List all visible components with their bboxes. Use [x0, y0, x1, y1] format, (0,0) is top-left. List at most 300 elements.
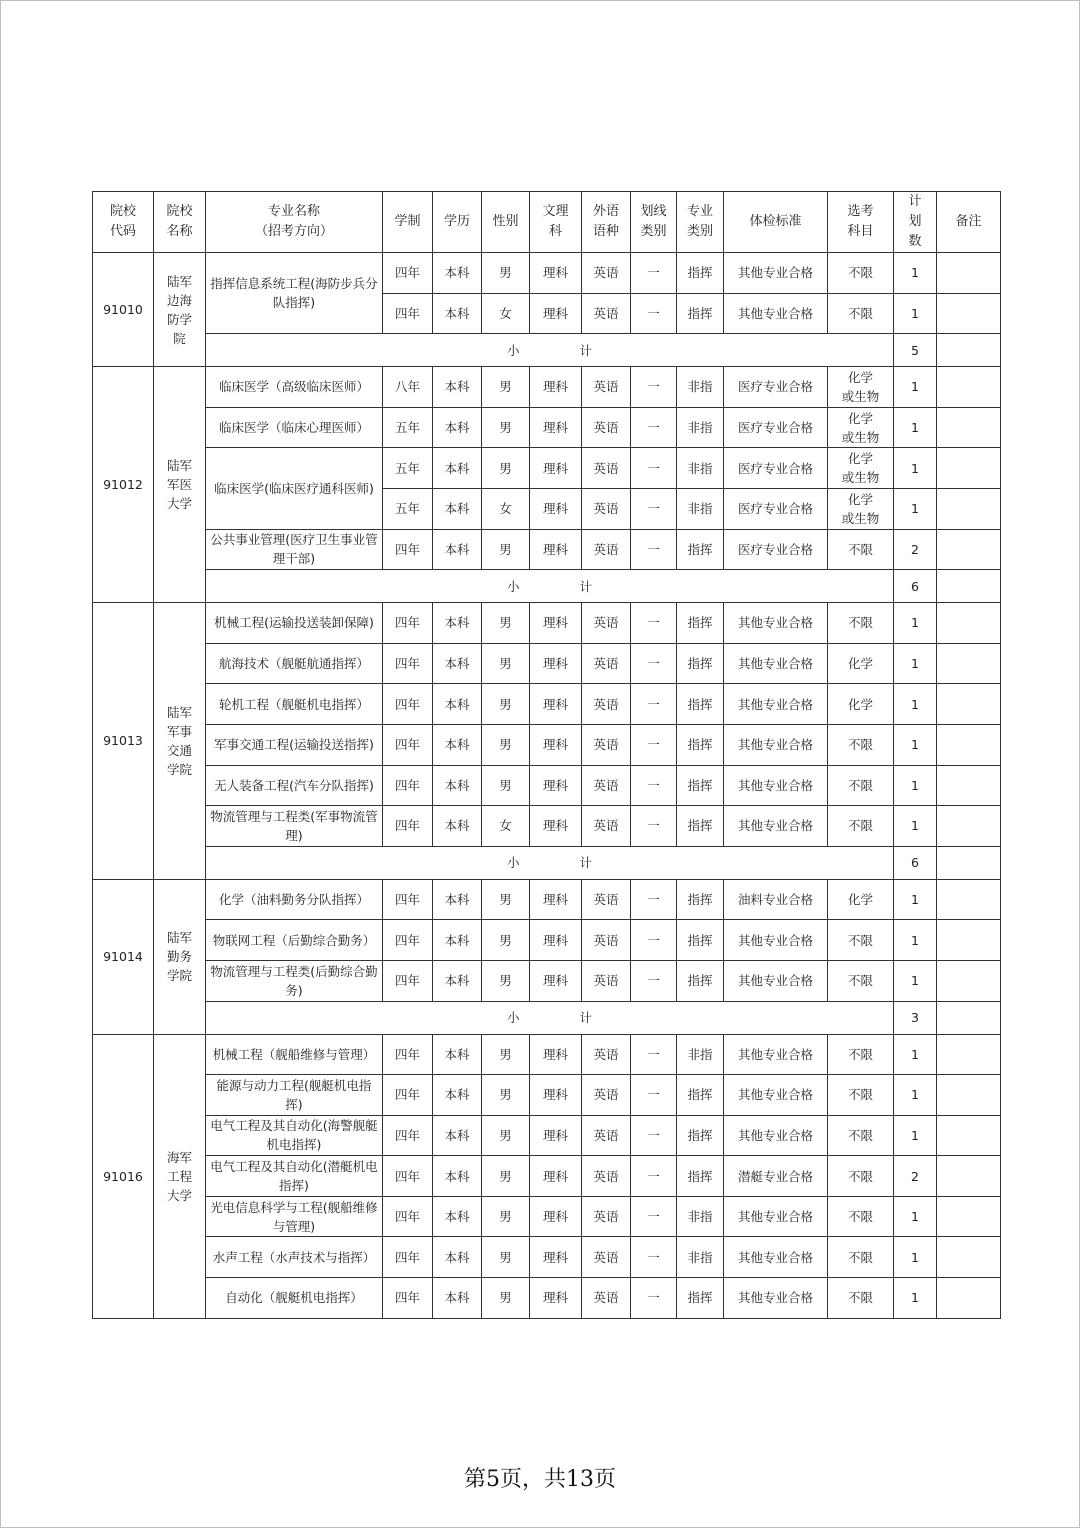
cell-degree: 本科	[433, 407, 482, 448]
cell-plan: 1	[894, 879, 937, 920]
cell-physical: 其他专业合格	[724, 293, 828, 334]
table-row	[93, 1196, 1001, 1237]
header-category: 专业 类别	[677, 192, 724, 253]
major-name: 物流管理与工程类(后勤综合勤务)	[206, 960, 383, 1001]
cell-track: 理科	[530, 724, 582, 765]
cell-gender: 男	[482, 1034, 530, 1075]
cell-language: 英语	[582, 529, 631, 570]
cell-cutoff: 一	[631, 724, 677, 765]
cell-years: 四年	[383, 529, 433, 570]
cell-gender: 男	[482, 765, 530, 806]
cell-gender: 男	[482, 643, 530, 684]
cell-plan: 2	[894, 529, 937, 570]
cell-elective: 不限	[828, 1278, 894, 1319]
cell-elective: 不限	[828, 529, 894, 570]
cell-plan: 1	[894, 1237, 937, 1278]
cell-category: 非指	[677, 488, 724, 529]
school-name: 海军 工程 大学	[154, 1034, 206, 1318]
subtotal-row	[93, 846, 1001, 879]
subtotal-row	[93, 570, 1001, 603]
cell-language: 英语	[582, 293, 631, 334]
header-plan: 计 划 数	[894, 192, 937, 253]
cell-elective: 不限	[828, 724, 894, 765]
table-row	[93, 920, 1001, 961]
major-name: 航海技术（舰艇航通指挥）	[206, 643, 383, 684]
cell-category: 指挥	[677, 806, 724, 847]
cell-remark	[937, 879, 1001, 920]
cell-degree: 本科	[433, 643, 482, 684]
cell-language: 英语	[582, 1075, 631, 1116]
subtotal-label-b: 计	[579, 855, 593, 871]
table-row	[93, 765, 1001, 806]
school-code: 91016	[93, 1034, 154, 1318]
cell-plan: 1	[894, 1115, 937, 1156]
cell-gender: 女	[482, 806, 530, 847]
cell-degree: 本科	[433, 448, 482, 489]
header-track: 文理 科	[530, 192, 582, 253]
cell-language: 英语	[582, 765, 631, 806]
header-years: 学制	[383, 192, 433, 253]
cell-physical: 其他专业合格	[724, 684, 828, 725]
cell-years: 八年	[383, 367, 433, 408]
major-name: 公共事业管理(医疗卫生事业管理干部)	[206, 529, 383, 570]
cell-years: 四年	[383, 1156, 433, 1197]
cell-physical: 其他专业合格	[724, 603, 828, 644]
cell-category: 指挥	[677, 293, 724, 334]
subtotal-label-b: 计	[579, 342, 593, 358]
header-school: 院校 名称	[154, 192, 206, 253]
cell-track: 理科	[530, 367, 582, 408]
cell-plan: 2	[894, 1156, 937, 1197]
cell-cutoff: 一	[631, 253, 677, 294]
table-row	[93, 603, 1001, 644]
cell-language: 英语	[582, 1196, 631, 1237]
cell-elective: 不限	[828, 1034, 894, 1075]
cell-years: 四年	[383, 960, 433, 1001]
major-name: 机械工程(运输投送装卸保障)	[206, 603, 383, 644]
cell-track: 理科	[530, 293, 582, 334]
subtotal-label-a: 小	[506, 578, 520, 594]
cell-elective: 不限	[828, 1115, 894, 1156]
cell-track: 理科	[530, 1115, 582, 1156]
header-major: 专业名称 （招考方向）	[206, 192, 383, 253]
cell-elective: 化学 或生物	[828, 407, 894, 448]
cell-degree: 本科	[433, 1075, 482, 1116]
cell-cutoff: 一	[631, 407, 677, 448]
school-name: 陆军 军事 交通 学院	[154, 603, 206, 880]
cell-degree: 本科	[433, 1115, 482, 1156]
cell-physical: 其他专业合格	[724, 765, 828, 806]
cell-years: 四年	[383, 603, 433, 644]
cell-years: 四年	[383, 724, 433, 765]
cell-language: 英语	[582, 1156, 631, 1197]
cell-remark	[937, 570, 1001, 603]
table-row	[93, 367, 1001, 408]
cell-plan: 1	[894, 960, 937, 1001]
subtotal-label	[206, 570, 894, 603]
major-name: 军事交通工程(运输投送指挥)	[206, 724, 383, 765]
subtotal-value: 3	[894, 1001, 937, 1034]
cell-years: 四年	[383, 643, 433, 684]
cell-track: 理科	[530, 806, 582, 847]
table-row	[93, 448, 1001, 489]
cell-physical: 其他专业合格	[724, 920, 828, 961]
cell-remark	[937, 603, 1001, 644]
major-name: 无人装备工程(汽车分队指挥)	[206, 765, 383, 806]
cell-elective: 化学	[828, 684, 894, 725]
cell-track: 理科	[530, 1156, 582, 1197]
cell-remark	[937, 334, 1001, 367]
cell-track: 理科	[530, 529, 582, 570]
cell-physical: 其他专业合格	[724, 1237, 828, 1278]
cell-category: 指挥	[677, 879, 724, 920]
subtotal-label	[206, 846, 894, 879]
cell-physical: 医疗专业合格	[724, 407, 828, 448]
cell-remark	[937, 1278, 1001, 1319]
cell-remark	[937, 846, 1001, 879]
cell-gender: 女	[482, 488, 530, 529]
cell-cutoff: 一	[631, 684, 677, 725]
cell-cutoff: 一	[631, 1075, 677, 1116]
cell-gender: 男	[482, 603, 530, 644]
cell-cutoff: 一	[631, 488, 677, 529]
cell-physical: 其他专业合格	[724, 643, 828, 684]
cell-gender: 女	[482, 293, 530, 334]
cell-plan: 1	[894, 1075, 937, 1116]
cell-years: 四年	[383, 1034, 433, 1075]
table-row	[93, 253, 1001, 294]
header-row	[93, 192, 1001, 253]
cell-gender: 男	[482, 448, 530, 489]
cell-track: 理科	[530, 488, 582, 529]
cell-years: 五年	[383, 448, 433, 489]
major-name: 临床医学(临床医疗通科医师)	[206, 448, 383, 529]
cell-gender: 男	[482, 1075, 530, 1116]
cell-track: 理科	[530, 603, 582, 644]
table-row	[93, 684, 1001, 725]
header-remark: 备注	[937, 192, 1001, 253]
header-code: 院校 代码	[93, 192, 154, 253]
cell-language: 英语	[582, 879, 631, 920]
major-name: 光电信息科学与工程(舰船维修与管理)	[206, 1196, 383, 1237]
cell-degree: 本科	[433, 367, 482, 408]
cell-cutoff: 一	[631, 643, 677, 684]
cell-years: 四年	[383, 293, 433, 334]
cell-gender: 男	[482, 1196, 530, 1237]
cell-gender: 男	[482, 920, 530, 961]
cell-degree: 本科	[433, 879, 482, 920]
subtotal-label-b: 计	[579, 1010, 593, 1025]
cell-degree: 本科	[433, 724, 482, 765]
table-row	[93, 806, 1001, 847]
cell-language: 英语	[582, 724, 631, 765]
cell-cutoff: 一	[631, 1278, 677, 1319]
cell-physical: 医疗专业合格	[724, 488, 828, 529]
school-code: 91010	[93, 253, 154, 367]
cell-years: 四年	[383, 879, 433, 920]
cell-remark	[937, 367, 1001, 408]
cell-plan: 1	[894, 367, 937, 408]
cell-remark	[937, 293, 1001, 334]
cell-elective: 不限	[828, 603, 894, 644]
cell-category: 指挥	[677, 960, 724, 1001]
cell-physical: 其他专业合格	[724, 253, 828, 294]
cell-elective: 不限	[828, 293, 894, 334]
cell-plan: 1	[894, 253, 937, 294]
cell-remark	[937, 1196, 1001, 1237]
cell-years: 五年	[383, 407, 433, 448]
cell-track: 理科	[530, 920, 582, 961]
cell-plan: 1	[894, 1034, 937, 1075]
cell-remark	[937, 1034, 1001, 1075]
cell-category: 非指	[677, 1237, 724, 1278]
cell-category: 指挥	[677, 1115, 724, 1156]
cell-remark	[937, 488, 1001, 529]
cell-cutoff: 一	[631, 367, 677, 408]
cell-elective: 化学 或生物	[828, 488, 894, 529]
table-row	[93, 1115, 1001, 1156]
cell-category: 指挥	[677, 1075, 724, 1116]
cell-years: 四年	[383, 806, 433, 847]
cell-plan: 1	[894, 920, 937, 961]
header-physical: 体检标准	[724, 192, 828, 253]
school-code: 91014	[93, 879, 154, 1034]
cell-language: 英语	[582, 960, 631, 1001]
cell-plan: 1	[894, 684, 937, 725]
cell-category: 指挥	[677, 765, 724, 806]
cell-physical: 医疗专业合格	[724, 367, 828, 408]
cell-language: 英语	[582, 806, 631, 847]
cell-remark	[937, 960, 1001, 1001]
cell-physical: 油料专业合格	[724, 879, 828, 920]
cell-elective: 化学	[828, 879, 894, 920]
cell-remark	[937, 806, 1001, 847]
cell-degree: 本科	[433, 1196, 482, 1237]
cell-gender: 男	[482, 879, 530, 920]
subtotal-value: 6	[894, 570, 937, 603]
subtotal-value: 6	[894, 846, 937, 879]
cell-degree: 本科	[433, 1156, 482, 1197]
cell-physical: 其他专业合格	[724, 1278, 828, 1319]
cell-track: 理科	[530, 960, 582, 1001]
school-name: 陆军 勤务 学院	[154, 879, 206, 1034]
header-degree: 学历	[433, 192, 482, 253]
subtotal-label-a: 小	[506, 855, 520, 871]
major-name: 轮机工程（舰艇机电指挥）	[206, 684, 383, 725]
major-name: 电气工程及其自动化(潜艇机电指挥)	[206, 1156, 383, 1197]
cell-track: 理科	[530, 1278, 582, 1319]
cell-track: 理科	[530, 1075, 582, 1116]
table-row	[93, 1075, 1001, 1116]
cell-plan: 1	[894, 765, 937, 806]
cell-elective: 不限	[828, 1156, 894, 1197]
cell-degree: 本科	[433, 765, 482, 806]
cell-degree: 本科	[433, 960, 482, 1001]
table-row	[93, 407, 1001, 448]
table-row	[93, 1237, 1001, 1278]
cell-language: 英语	[582, 1237, 631, 1278]
cell-track: 理科	[530, 765, 582, 806]
school-name: 陆军 军医 大学	[154, 367, 206, 603]
cell-language: 英语	[582, 643, 631, 684]
cell-gender: 男	[482, 960, 530, 1001]
cell-elective: 不限	[828, 920, 894, 961]
table-row	[93, 643, 1001, 684]
cell-track: 理科	[530, 684, 582, 725]
cell-language: 英语	[582, 488, 631, 529]
cell-gender: 男	[482, 724, 530, 765]
header-cutoff: 划线 类别	[631, 192, 677, 253]
cell-plan: 1	[894, 448, 937, 489]
cell-plan: 1	[894, 724, 937, 765]
cell-track: 理科	[530, 448, 582, 489]
cell-gender: 男	[482, 1156, 530, 1197]
cell-remark	[937, 1001, 1001, 1034]
table-row	[93, 1034, 1001, 1075]
cell-physical: 医疗专业合格	[724, 529, 828, 570]
cell-years: 四年	[383, 1237, 433, 1278]
cell-remark	[937, 684, 1001, 725]
cell-degree: 本科	[433, 684, 482, 725]
cell-physical: 其他专业合格	[724, 1196, 828, 1237]
major-name: 能源与动力工程(舰艇机电指挥)	[206, 1075, 383, 1116]
major-name: 物联网工程（后勤综合勤务）	[206, 920, 383, 961]
cell-remark	[937, 1156, 1001, 1197]
cell-elective: 化学	[828, 643, 894, 684]
cell-cutoff: 一	[631, 1034, 677, 1075]
cell-degree: 本科	[433, 253, 482, 294]
cell-years: 四年	[383, 253, 433, 294]
cell-cutoff: 一	[631, 765, 677, 806]
table-row	[93, 960, 1001, 1001]
cell-category: 非指	[677, 367, 724, 408]
cell-years: 四年	[383, 765, 433, 806]
cell-category: 指挥	[677, 724, 724, 765]
cell-track: 理科	[530, 879, 582, 920]
cell-elective: 不限	[828, 1237, 894, 1278]
cell-language: 英语	[582, 367, 631, 408]
table-body	[93, 253, 1001, 1319]
cell-years: 四年	[383, 1196, 433, 1237]
cell-track: 理科	[530, 407, 582, 448]
cell-category: 指挥	[677, 684, 724, 725]
page-footer: 第5页，共13页	[464, 1467, 616, 1492]
subtotal-label-a: 小	[506, 1010, 520, 1025]
cell-gender: 男	[482, 684, 530, 725]
cell-plan: 1	[894, 293, 937, 334]
cell-remark	[937, 448, 1001, 489]
cell-remark	[937, 724, 1001, 765]
subtotal-value: 5	[894, 334, 937, 367]
cell-degree: 本科	[433, 1237, 482, 1278]
major-name: 水声工程（水声技术与指挥）	[206, 1237, 383, 1278]
cell-remark	[937, 529, 1001, 570]
major-name: 化学（油料勤务分队指挥）	[206, 879, 383, 920]
cell-category: 指挥	[677, 253, 724, 294]
cell-gender: 男	[482, 407, 530, 448]
cell-language: 英语	[582, 407, 631, 448]
cell-track: 理科	[530, 643, 582, 684]
subtotal-label	[206, 334, 894, 367]
cell-remark	[937, 1075, 1001, 1116]
subtotal-row	[93, 334, 1001, 367]
major-name: 临床医学（临床心理医师）	[206, 407, 383, 448]
cell-category: 指挥	[677, 1278, 724, 1319]
cell-gender: 男	[482, 1237, 530, 1278]
cell-plan: 1	[894, 806, 937, 847]
cell-category: 指挥	[677, 529, 724, 570]
school-name: 陆军 边海 防学 院	[154, 253, 206, 367]
cell-plan: 1	[894, 1196, 937, 1237]
cell-cutoff: 一	[631, 1237, 677, 1278]
cell-category: 非指	[677, 407, 724, 448]
cell-plan: 1	[894, 488, 937, 529]
cell-cutoff: 一	[631, 603, 677, 644]
major-name: 临床医学（高级临床医师）	[206, 367, 383, 408]
school-code: 91012	[93, 367, 154, 603]
cell-track: 理科	[530, 253, 582, 294]
cell-physical: 其他专业合格	[724, 724, 828, 765]
table-row	[93, 879, 1001, 920]
cell-physical: 医疗专业合格	[724, 448, 828, 489]
cell-category: 指挥	[677, 603, 724, 644]
cell-physical: 其他专业合格	[724, 1115, 828, 1156]
cell-elective: 化学 或生物	[828, 367, 894, 408]
major-name: 电气工程及其自动化(海警舰艇机电指挥)	[206, 1115, 383, 1156]
cell-cutoff: 一	[631, 1115, 677, 1156]
cell-cutoff: 一	[631, 529, 677, 570]
cell-cutoff: 一	[631, 1196, 677, 1237]
major-name: 物流管理与工程类(军事物流管理)	[206, 806, 383, 847]
cell-plan: 1	[894, 603, 937, 644]
cell-elective: 不限	[828, 253, 894, 294]
cell-remark	[937, 1115, 1001, 1156]
cell-category: 指挥	[677, 920, 724, 961]
cell-gender: 男	[482, 529, 530, 570]
cell-elective: 不限	[828, 960, 894, 1001]
subtotal-label-a: 小	[506, 342, 520, 358]
cell-cutoff: 一	[631, 806, 677, 847]
cell-category: 非指	[677, 1196, 724, 1237]
cell-cutoff: 一	[631, 960, 677, 1001]
cell-track: 理科	[530, 1196, 582, 1237]
cell-gender: 男	[482, 1278, 530, 1319]
cell-years: 四年	[383, 1115, 433, 1156]
cell-cutoff: 一	[631, 879, 677, 920]
cell-degree: 本科	[433, 529, 482, 570]
table-row	[93, 529, 1001, 570]
cell-category: 指挥	[677, 643, 724, 684]
cell-track: 理科	[530, 1237, 582, 1278]
cell-category: 非指	[677, 448, 724, 489]
cell-remark	[937, 765, 1001, 806]
cell-plan: 1	[894, 407, 937, 448]
table-row	[93, 724, 1001, 765]
cell-degree: 本科	[433, 920, 482, 961]
cell-gender: 男	[482, 1115, 530, 1156]
cell-years: 五年	[383, 488, 433, 529]
major-name: 自动化（舰艇机电指挥）	[206, 1278, 383, 1319]
school-code: 91013	[93, 603, 154, 880]
subtotal-label	[206, 1001, 894, 1034]
cell-gender: 男	[482, 253, 530, 294]
cell-language: 英语	[582, 448, 631, 489]
cell-language: 英语	[582, 684, 631, 725]
cell-degree: 本科	[433, 1034, 482, 1075]
cell-years: 四年	[383, 920, 433, 961]
cell-cutoff: 一	[631, 1156, 677, 1197]
major-name: 机械工程（舰船维修与管理）	[206, 1034, 383, 1075]
